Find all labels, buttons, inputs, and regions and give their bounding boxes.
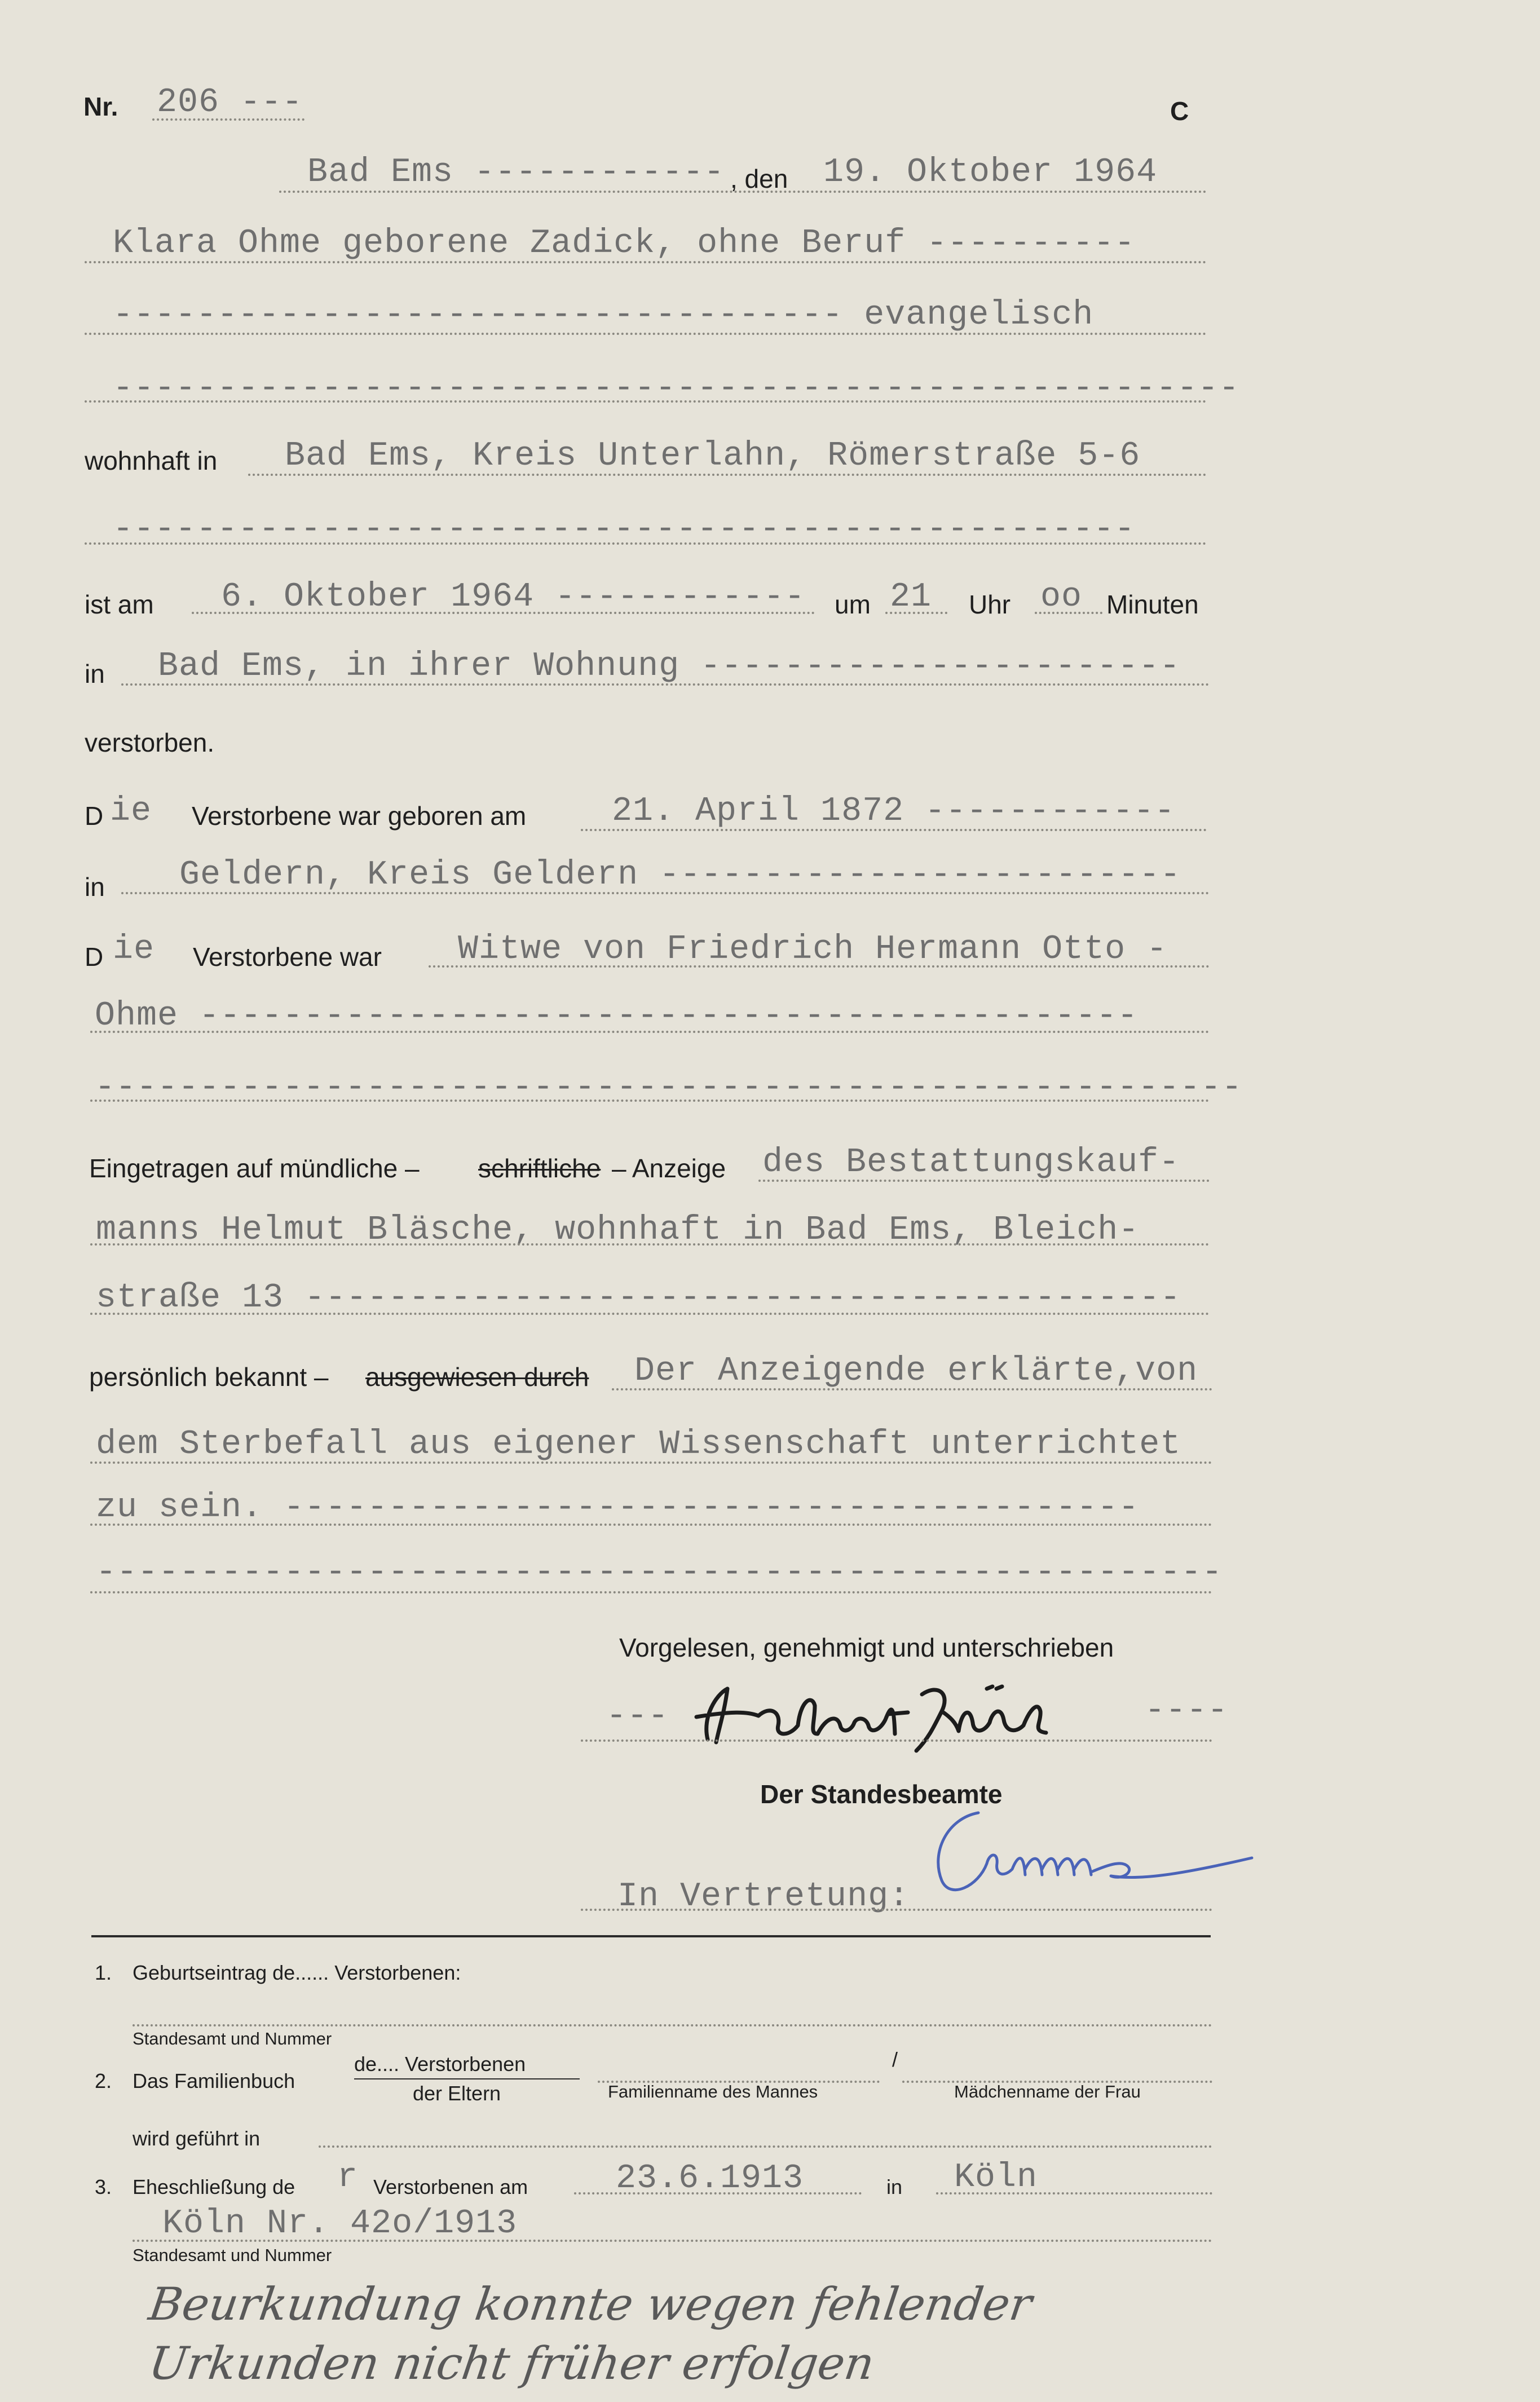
death-date: 6. Oktober 1964 ------------ <box>221 578 806 616</box>
birth-article-fill: ie <box>110 792 152 831</box>
informant-line-2: manns Helmut Bläsche, wohnhaft in Bad Ems, Bleich- <box>96 1211 1140 1249</box>
note-3-number: 3. <box>95 2175 112 2198</box>
nr-dotted-line <box>152 118 305 121</box>
dotted-line <box>90 1461 1212 1464</box>
marriage-place: Köln <box>954 2158 1038 2197</box>
identity-line-2: dem Sterbefall aus eigener Wissenschaft unterrichtet <box>96 1425 1181 1464</box>
informant-line-3: straße 13 ------------------------------------------ <box>96 1279 1181 1317</box>
dotted-line <box>85 333 1207 335</box>
standesamt-label-2: Standesamt und Nummer <box>133 2245 332 2265</box>
dotted-line <box>574 2192 862 2195</box>
dotted-line <box>90 1100 1210 1102</box>
person-filler-line: ------------------------------------------------------ <box>113 369 1240 408</box>
identity-line-3: zu sein. ----------------------------------------- <box>96 1489 1140 1527</box>
note-2-deceased: de.... Verstorbenen <box>354 2052 526 2076</box>
status-label: Verstorbene war <box>193 942 382 972</box>
deceased-name-line: Klara Ohme geborene Zadick, ohne Beruf ---------- <box>113 224 1136 263</box>
dotted-line <box>90 1524 1212 1526</box>
dotted-line <box>121 683 1210 686</box>
identity-line-1: Der Anzeigende erklärte,von <box>634 1352 1198 1390</box>
section-separator <box>91 1935 1211 1937</box>
status-article-fill: ie <box>113 930 155 969</box>
report-label-struck: schriftliche <box>478 1154 601 1183</box>
informant-line-1: des Bestattungskauf- <box>762 1143 1180 1182</box>
status-line-2: Ohme --------------------------------------------- <box>95 997 1139 1035</box>
religion-line: ----------------------------------- evangelisch <box>113 296 1094 334</box>
register-number: 206 --- <box>157 83 303 122</box>
report-label-a: Eingetragen auf mündliche – <box>89 1154 420 1183</box>
status-line-3: ------------------------------------------------------- <box>95 1068 1243 1107</box>
signature-dash-right: ---- <box>1145 1692 1229 1730</box>
dotted-line <box>248 474 1207 476</box>
registrar-title: Der Standesbeamte <box>760 1780 1003 1809</box>
dotted-line <box>133 2024 1212 2026</box>
residence-filler: ------------------------------------------------- <box>113 510 1136 549</box>
note-1-number: 1. <box>95 1961 112 1984</box>
deputy-label: In Vertretung: <box>617 1878 910 1916</box>
handwritten-note-line-2: Urkunden nicht früher erfolgen <box>145 2337 878 2390</box>
den-label: , den <box>730 164 788 193</box>
familienname-label: Familienname des Mannes <box>608 2082 818 2101</box>
dotted-line <box>90 1031 1210 1033</box>
dotted-line <box>581 1909 1212 1911</box>
birth-in-label: in <box>85 872 105 902</box>
corner-letter: C <box>1170 96 1189 126</box>
death-place: Bad Ems, in ihrer Wohnung ----------------------- <box>158 647 1181 686</box>
verstorben-label: verstorben. <box>85 728 215 757</box>
note-2-label: Das Familienbuch <box>133 2069 295 2092</box>
birth-place: Geldern, Kreis Geldern ------------------------- <box>179 856 1181 894</box>
dotted-line <box>581 1739 1212 1742</box>
note-3-label-b: Verstorbenen am <box>373 2175 528 2198</box>
dotted-line <box>936 2192 1212 2195</box>
note-3-label-a: Eheschließung de <box>133 2175 295 2198</box>
death-in-label: in <box>85 659 105 688</box>
marriage-registry: Köln Nr. 42o/1913 <box>162 2205 518 2243</box>
dotted-line <box>85 261 1207 263</box>
maedchenname-label: Mädchenname der Frau <box>954 2082 1141 2101</box>
birth-d-label: D <box>85 801 104 831</box>
dotted-line <box>758 1180 1210 1182</box>
informant-signature-image <box>685 1672 1080 1756</box>
nr-label: Nr. <box>83 92 118 121</box>
gefuehrt-label: wird geführt in <box>133 2127 261 2150</box>
fraction-line <box>354 2078 580 2079</box>
dotted-line <box>85 400 1207 403</box>
signature-dash-left: --- <box>606 1697 669 1736</box>
note-1-label: Geburtseintrag de...... Verstorbenen: <box>133 1961 461 1984</box>
dotted-line <box>90 1243 1210 1246</box>
identity-label-a: persönlich bekannt – <box>89 1362 329 1392</box>
death-minutes: oo <box>1040 578 1083 616</box>
residence-address: Bad Ems, Kreis Unterlahn, Römerstraße 5-6 <box>285 437 1141 475</box>
minuten-label: Minuten <box>1106 590 1199 619</box>
date-dotted-line <box>279 191 1207 193</box>
standesamt-label: Standesamt und Nummer <box>133 2029 332 2048</box>
marriage-date: 23.6.1913 <box>616 2160 804 2198</box>
dotted-line <box>612 1388 1212 1390</box>
deputy-signature-image <box>925 1802 1263 1909</box>
birth-date: 21. April 1872 ------------ <box>612 792 1176 831</box>
read-approved-label: Vorgelesen, genehmigt und unterschrieben <box>619 1633 1114 1662</box>
death-hour: 21 <box>890 578 932 616</box>
note-2-parents: der Eltern <box>413 2082 501 2105</box>
note-3-article-fill: r <box>337 2158 359 2197</box>
um-label: um <box>835 590 871 619</box>
registry-date: 19. Oktober 1964 <box>823 153 1158 192</box>
identity-line-4: ------------------------------------------------------ <box>96 1553 1223 1592</box>
dotted-line <box>121 892 1210 894</box>
registry-place: Bad Ems ------------ <box>307 153 725 192</box>
dotted-line <box>85 542 1207 545</box>
handwritten-note-line-1: Beurkundung konnte wegen fehlender <box>145 2278 1035 2330</box>
dotted-line <box>885 612 947 614</box>
note-2-number: 2. <box>95 2069 112 2092</box>
wohnhaft-label: wohnhaft in <box>85 446 218 475</box>
marital-status: Witwe von Friedrich Hermann Otto - <box>458 930 1168 969</box>
slash: / <box>892 2048 898 2071</box>
identity-label-struck: ausgewiesen durch <box>365 1362 589 1392</box>
note-3-in-label: in <box>886 2175 903 2198</box>
status-d-label: D <box>85 942 104 972</box>
dotted-line <box>319 2145 1212 2148</box>
dotted-line <box>90 1591 1212 1593</box>
dotted-line <box>1035 612 1102 614</box>
ist-am-label: ist am <box>85 590 154 619</box>
birth-label: Verstorbene war geboren am <box>192 801 527 831</box>
report-label-b: – Anzeige <box>612 1154 726 1183</box>
uhr-label: Uhr <box>969 590 1011 619</box>
dotted-line <box>133 2240 1212 2242</box>
dotted-line <box>192 612 815 614</box>
dotted-line <box>90 1313 1210 1315</box>
dotted-line <box>581 829 1207 831</box>
dotted-line <box>429 965 1210 968</box>
